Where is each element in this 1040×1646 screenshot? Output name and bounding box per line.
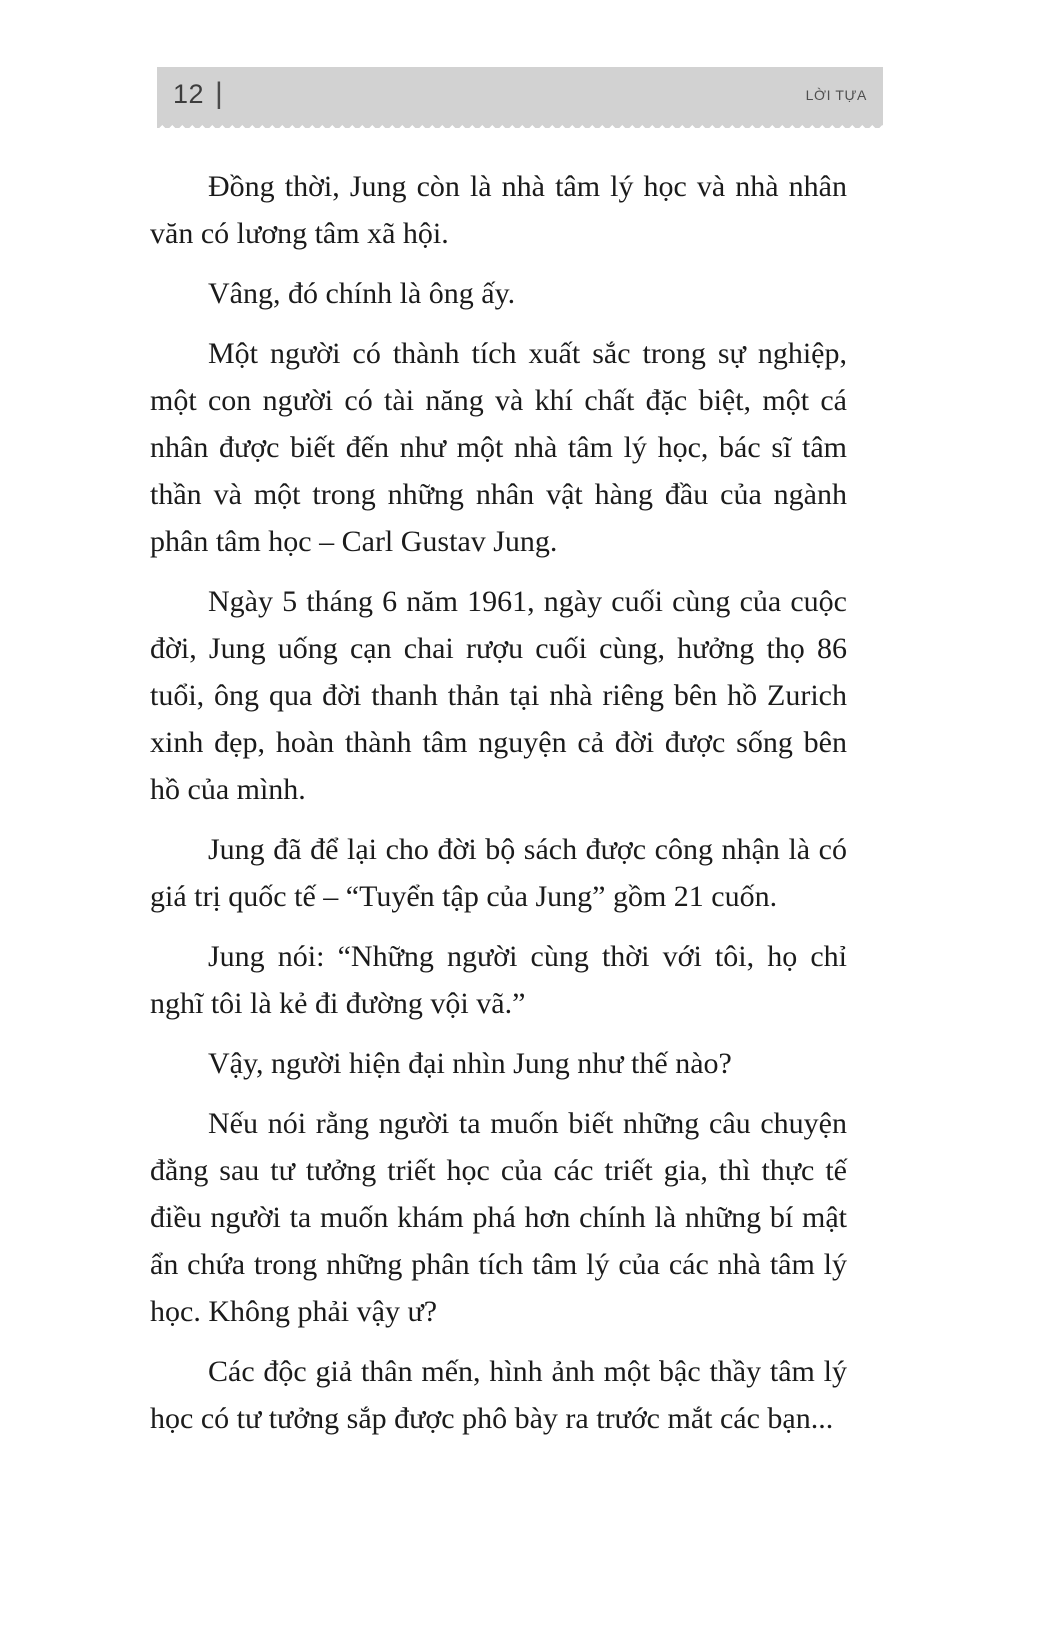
body-paragraph: Ngày 5 tháng 6 năm 1961, ngày cuối cùng của cuộc đời, Jung uống cạn chai rượu cuối cùng, hưởng thọ 86 tuổi, ông qua đời thanh thản tại nhà riêng bên hồ Zurich xinh đẹp, hoàn thành tâm nguyện cả đời được sống bên hồ của mình. (150, 585, 847, 806)
header-separator: | (215, 76, 223, 110)
header-left-group (173, 76, 223, 110)
page-header (157, 67, 883, 128)
body-paragraph: Một người có thành tích xuất sắc trong sự nghiệp, một con người có tài năng và khí chất đặc biệt, một cá nhân được biết đến như một nhà tâm lý học, bác sĩ tâm thần và một trong những nhân vật hàng đầu của ngành phân tâm học – Carl Gustav Jung. (150, 337, 847, 558)
header-deckle-edge (157, 122, 883, 128)
body-paragraph: Jung đã để lại cho đời bộ sách được công nhận là có giá trị quốc tế – “Tuyển tập của Jung” gồm 21 cuốn. (150, 833, 847, 913)
body-paragraph: Nếu nói rằng người ta muốn biết những câu chuyện đằng sau tư tưởng triết học của các triết gia, thì thực tế điều người ta muốn khám phá hơn chính là những bí mật ẩn chứa trong những phân tích tâm lý của các nhà tâm lý học. Không phải vậy ư? (150, 1107, 847, 1328)
header-bar (157, 67, 883, 122)
body-paragraph: Vậy, người hiện đại nhìn Jung như thế nào? (208, 1047, 732, 1080)
running-title: LỜI TỰA (805, 86, 867, 103)
body-paragraph: Vâng, đó chính là ông ấy. (208, 277, 516, 310)
body-paragraph: Các độc giả thân mến, hình ảnh một bậc thầy tâm lý học có tư tưởng sắp được phô bày ra trước mắt các bạn... (150, 1355, 847, 1435)
body-paragraph: Đồng thời, Jung còn là nhà tâm lý học và nhà nhân văn có lương tâm xã hội. (150, 170, 847, 250)
page-number: 12 (173, 79, 205, 109)
preface-body-text (150, 163, 847, 1455)
body-paragraph: Jung nói: “Những người cùng thời với tôi, họ chỉ nghĩ tôi là kẻ đi đường vội vã.” (150, 940, 847, 1020)
